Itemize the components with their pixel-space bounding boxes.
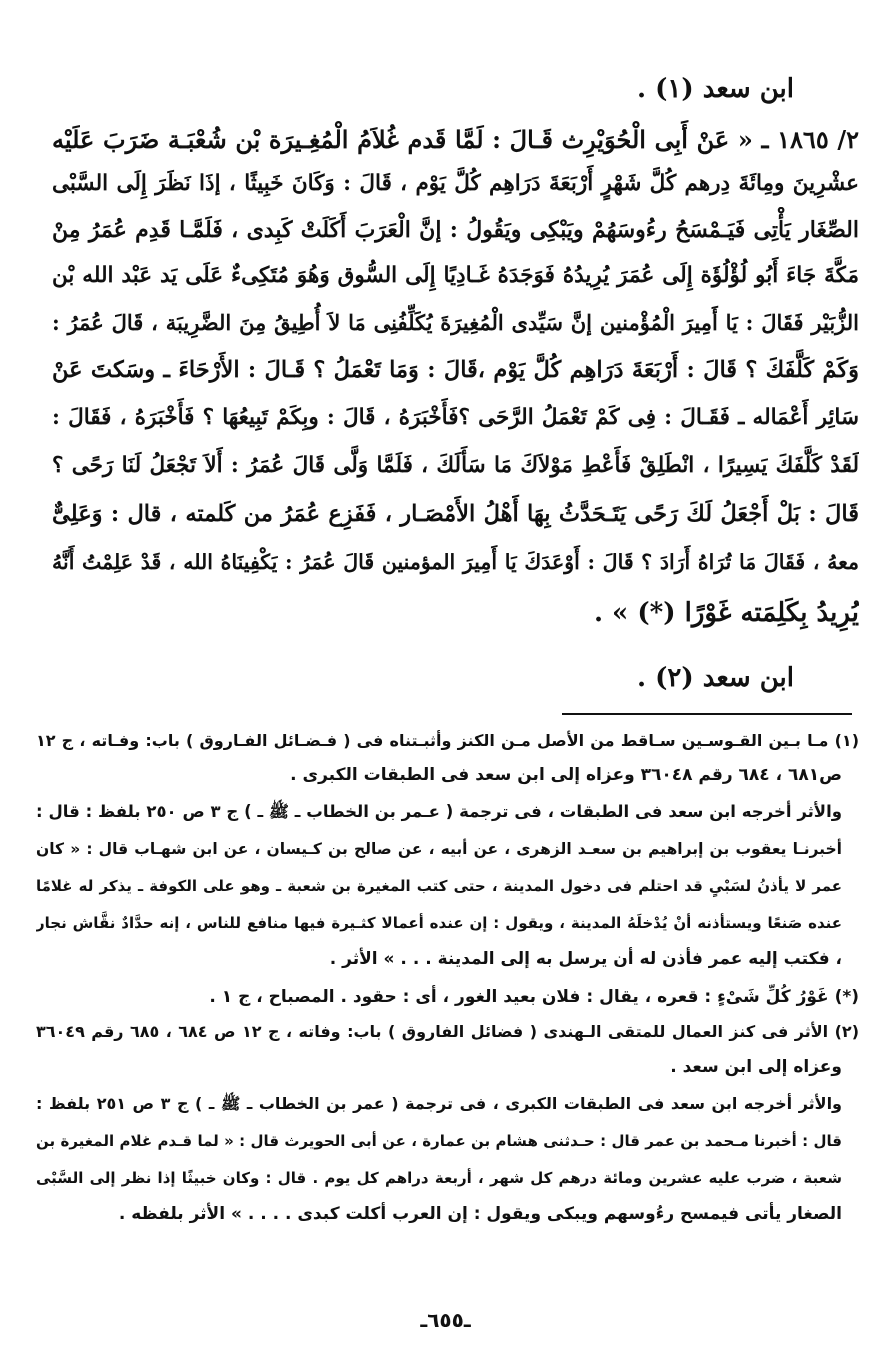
footnote-line: ، فكتب إليه عمر فأذن له أن يرسل به إلى المدينة . . . » الأثر .: [329, 949, 842, 969]
hadith-line: سَائِر أَعْمَاله ـ فَقَـالَ : فِى كَمْ تَعْمَلُ الرَّحَى ؟فَأَخْبَرَهُ ، قَالَ : وبِكَمْ تَبِيعُهَا ؟ فَأَخْبَرَهُ ، فَقَالَ :: [52, 405, 859, 430]
footnote-separator: [562, 713, 852, 715]
footnote-line: عنده صَنعًا ويستأذنه أنْ يُدْخلَهُ المدينة ، ويقول : إن عنده أعمالا كثـيرة فيها منافع للناس ، إنه حدَّادٌ نقَّاش نجار: [36, 914, 842, 932]
footnote-line: ص٦٨١ ، ٦٨٤ رقم ٣٦٠٤٨ وعزاه إلى ابن سعد فى الطبقات الكبرى .: [290, 765, 842, 785]
hadith-line: مَكَّةَ جَاءَ أَبُو لُؤْلُؤَة إِلَى عُمَرَ يُرِيدُهُ فَوَجَدَهُ غَـادِيًا إِلَى السُّوق وَهُوَ مُتَكِىءٌ عَلَى يَد عَبْد الله بْن: [52, 263, 859, 288]
footnote-line: أخبرنـا يعقوب بن إبراهيم بن سعـد الزهرى ، عن أبيه ، عن صالح بن كـيسان ، عن ابن شهـاب قال : « كان: [36, 840, 842, 858]
footnote-line: والأثر أخرجه ابن سعد فى الطبقات ، فى ترجمة ( عـمر بن الخطاب ـ ﷺ ـ ) ج ٣ ص ٢٥٠ بلفظ : قال :: [36, 802, 842, 821]
hadith-line: قَالَ : بَلْ أَجْعَلُ لَكَ رَحًى يَتَـحَدَّثُ بِهَا أَهْلُ الأَمْصَـار ، فَفَزِع عُمَرُ من كَلمته ، قال : وَعَلِىٌّ: [52, 501, 859, 527]
source-reference-bottom: ابن سعد (٢) .: [636, 663, 794, 693]
hadith-line: الصِّغَار يَأْتِى فَيَـمْسَحُ رءُوسَهُمْ ويَبْكِى ويَقُولُ : إنَّ الْعَرَبَ أَكَلَتْ كَبِدى ، فَلَمَّـا قَدِم عُمَرُ مِنْ: [52, 217, 859, 243]
footnote-line: (*) غَوْرُ كُلِّ شَىْءٍ : قعره ، يقال : فلان بعيد الغور ، أى : حقود . المصباح ، ج ١ .: [209, 987, 859, 1007]
hadith-line: عشْرِينَ ومِائَةَ دِرهم كُلَّ شَهْرٍ أَرْبَعَةَ دَرَاهِم كُلَّ يَوْم ، قَالَ : وَكَانَ خَبِيثًا ، إذَا نَظَرَ إِلَى السَّبْى: [52, 171, 859, 196]
footnote-line: وعزاه إلى ابن سعد .: [670, 1057, 842, 1077]
source-reference-top: ابن سعد (١) .: [636, 74, 794, 104]
footnote-line: عمر لا يأذنُ لسَبْىٍ قد احتلم فى دخول المدينة ، حتى كتب المغيرة بن شعبة ـ وهو على الكوفة ـ يذكر له غلامًا: [36, 877, 842, 895]
footnote-line: والأثر أخرجه ابن سعد فى الطبقات الكبرى ، فى ترجمة ( عمر بن الخطاب ـ ﷺ ـ ) ج ٣ ص ٢٥١ بلفظ :: [36, 1094, 842, 1113]
footnote-line: (١) مـا بـين القـوسـين سـاقط من الأصل مـن الكنز وأثبـتناه فى ( فـضـائل الفـاروق ) باب: وفـاته ، ج ١٢: [36, 731, 859, 750]
hadith-line: وَكَمْ كَلَّفَكَ ؟ قَالَ : أَرْبَعَةَ دَرَاهِم كُلَّ يَوْم ،قَالَ : وَمَا تَعْمَلُ ؟ قَـالَ : الأَرْحَاءَ ـ وسَكتَ عَنْ: [52, 357, 859, 383]
footnote-line: الصغار يأتى فيمسح رءُوسهم ويبكى ويقول : إن العرب أكلت كبدى . . . . » الأثر بلفظه .: [118, 1204, 842, 1224]
footnote-line: قال : أخبرنا مـحمد بن عمر قال : حـدثنى هشام بن عمارة ، عن أبى الحويرث قال : « لما قـدم غلام المغيرة بن: [36, 1132, 842, 1150]
footnote-line: شعبة ، ضرب عليه عشرين ومائة درهم كل شهر ، أربعة دراهم كل يوم . قال : وكان خبيثًا إذا نظر إلى السَّبْى: [36, 1169, 842, 1187]
hadith-line: لَقَدْ كَلَّفَكَ يَسِيرًا ، انْطَلِقْ فَأَعْطِ مَوْلاَكَ مَا سَأَلَكَ ، فَلَمَّا وَلَّى قَالَ عُمَرُ : أَلاَ تَجْعَلُ لَنَا رَحًى ؟: [52, 453, 859, 478]
hadith-line: ٢/ ١٨٦٥ ـ « عَنْ أَبِى الْحُوَيْرِث قَـالَ : لَمَّا قَدم غُلاَمُ الْمُغِـيرَة بْن شُعْبَـة ضَرَبَ عَلَيْه: [52, 125, 859, 154]
hadith-line: معهُ ، فَقَالَ مَا تُرَاهُ أَرَادَ ؟ قَالَ : أَوْعَدَكَ يَا أَمِيرَ المؤمنين قَالَ عُمَرُ : يَكْفِينَاهُ الله ، قَدْ عَلِمْتُ أَنَّهُ: [52, 550, 859, 574]
page-number: ـ٦٥٥ـ: [420, 1308, 471, 1332]
hadith-line: الزُّبَيْر فَقَالَ : يَا أَمِيرَ الْمُؤْمنين إنَّ سَيِّدى الْمُغِيرَةَ يُكَلِّفُنِى مَا لاَ أُطِيقُ مِنَ الضَّرِيبَة ، قَالَ عُمَرُ :: [52, 310, 859, 335]
footnote-line: (٢) الأثر فى كنز العمال للمتقى الـهندى ( فضائل الفاروق ) باب: وفاته ، ج ١٢ ص ٦٨٤ ، ٦٨٥ رقم ٣٦٠٤٩: [36, 1022, 859, 1041]
hadith-line-last: يُرِيدُ بِكَلِمَته غَوْرًا (*) » .: [593, 598, 859, 628]
